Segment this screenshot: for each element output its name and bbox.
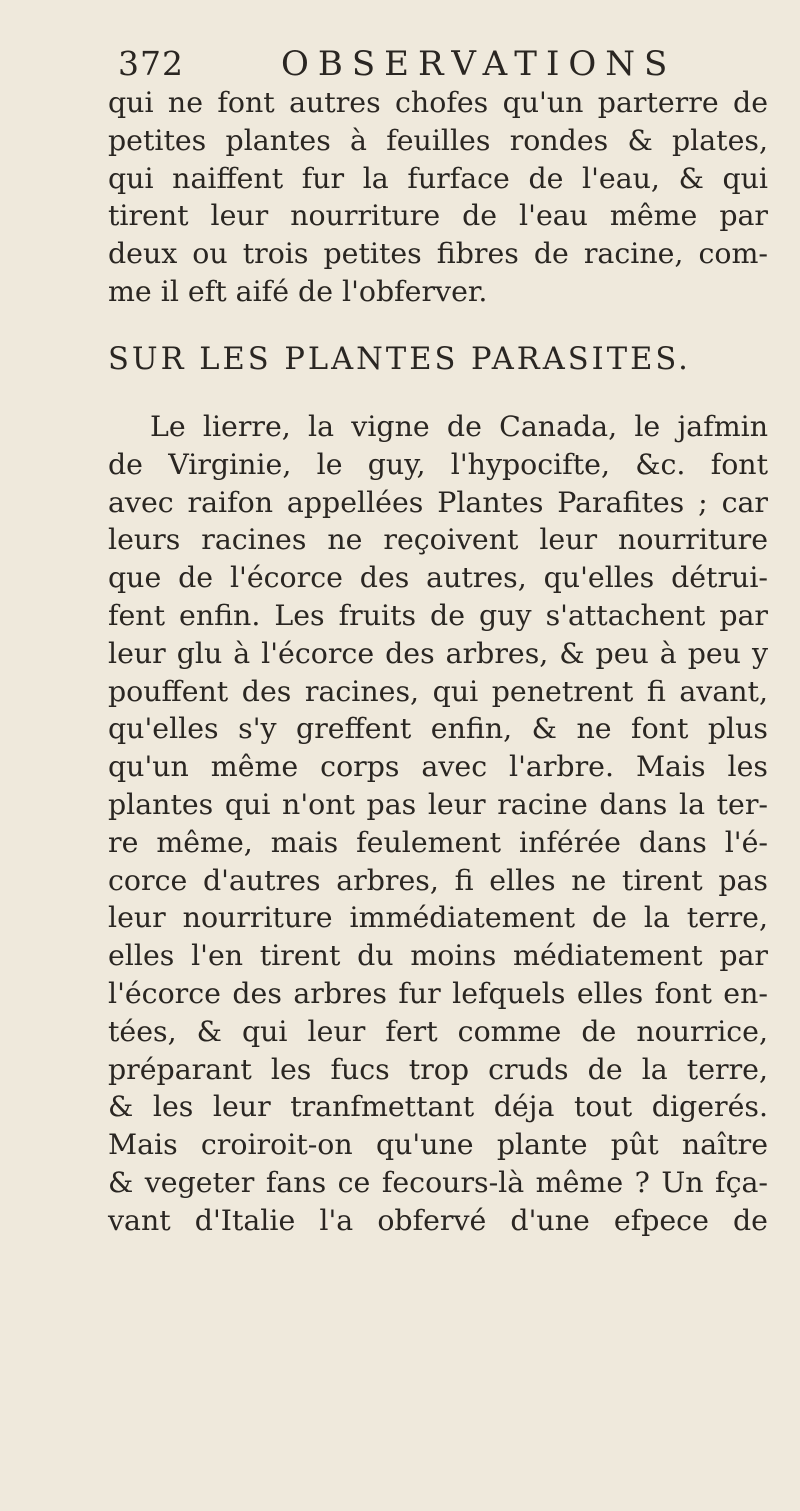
text-line: fent enfin. Les fruits de guy s'attachent par	[108, 598, 768, 632]
text-line: préparant les fucs trop cruds de la terre,	[108, 1052, 768, 1086]
text-line: leur nourriture immédiatement de la terre,	[108, 901, 768, 935]
paragraph-2	[108, 408, 768, 1240]
text-line: pouffent des racines, qui penetrent fi avant,	[108, 674, 768, 708]
text-line: de Virginie, le guy, l'hypocifte, &c. font	[108, 447, 768, 481]
text-line: corce d'autres arbres, fi elles ne tirent pas	[108, 863, 768, 897]
text-line: deux ou trois petites fibres de racine, com-	[108, 237, 768, 271]
paragraph-1	[108, 84, 768, 311]
text-line: & vegeter fans ce fecours-là même ? Un fça-	[108, 1165, 768, 1199]
text-line: qui naiffent fur la furface de l'eau, & qui	[108, 161, 768, 195]
text-line: petites plantes à feuilles rondes & plates,	[108, 123, 768, 157]
page-number: 372	[118, 44, 184, 83]
text-line: tées, & qui leur fert comme de nourrice,	[108, 1014, 768, 1048]
text-line: plantes qui n'ont pas leur racine dans la ter-	[108, 787, 768, 821]
text-line: me il eft aifé de l'obferver.	[108, 274, 488, 308]
text-line: que de l'écorce des autres, qu'elles détrui-	[108, 561, 768, 595]
running-title: OBSERVATIONS	[281, 44, 677, 84]
text-line: elles l'en tirent du moins médiatement par	[108, 939, 768, 973]
text-line: qu'un même corps avec l'arbre. Mais les	[108, 750, 768, 784]
text-line: Mais croiroit-on qu'une plante pût naître	[108, 1128, 768, 1162]
text-line: l'écorce des arbres fur lefquels elles font en-	[108, 976, 768, 1010]
text-line: vant d'Italie l'a obfervé d'une efpece de	[108, 1203, 768, 1237]
text-line: Le lierre, la vigne de Canada, le jafmin	[150, 410, 768, 443]
text-line: tirent leur nourriture de l'eau même par	[108, 199, 768, 233]
text-line: qui ne font autres chofes qu'un parterre de	[108, 86, 768, 119]
text-line: qu'elles s'y greffent enfin, & ne font plus	[108, 712, 768, 746]
text-line: leurs racines ne reçoivent leur nourriture	[108, 523, 768, 557]
text-line: avec raifon appellées Plantes Parafites ; car	[108, 485, 768, 519]
text-line: & les leur tranfmettant déja tout digerés.	[108, 1090, 768, 1124]
text-line: re même, mais feulement inférée dans l'é-	[108, 825, 768, 859]
text-line: leur glu à l'écorce des arbres, & peu à peu y	[108, 636, 768, 670]
section-heading: SUR LES PLANTES PARASITES.	[108, 342, 691, 377]
